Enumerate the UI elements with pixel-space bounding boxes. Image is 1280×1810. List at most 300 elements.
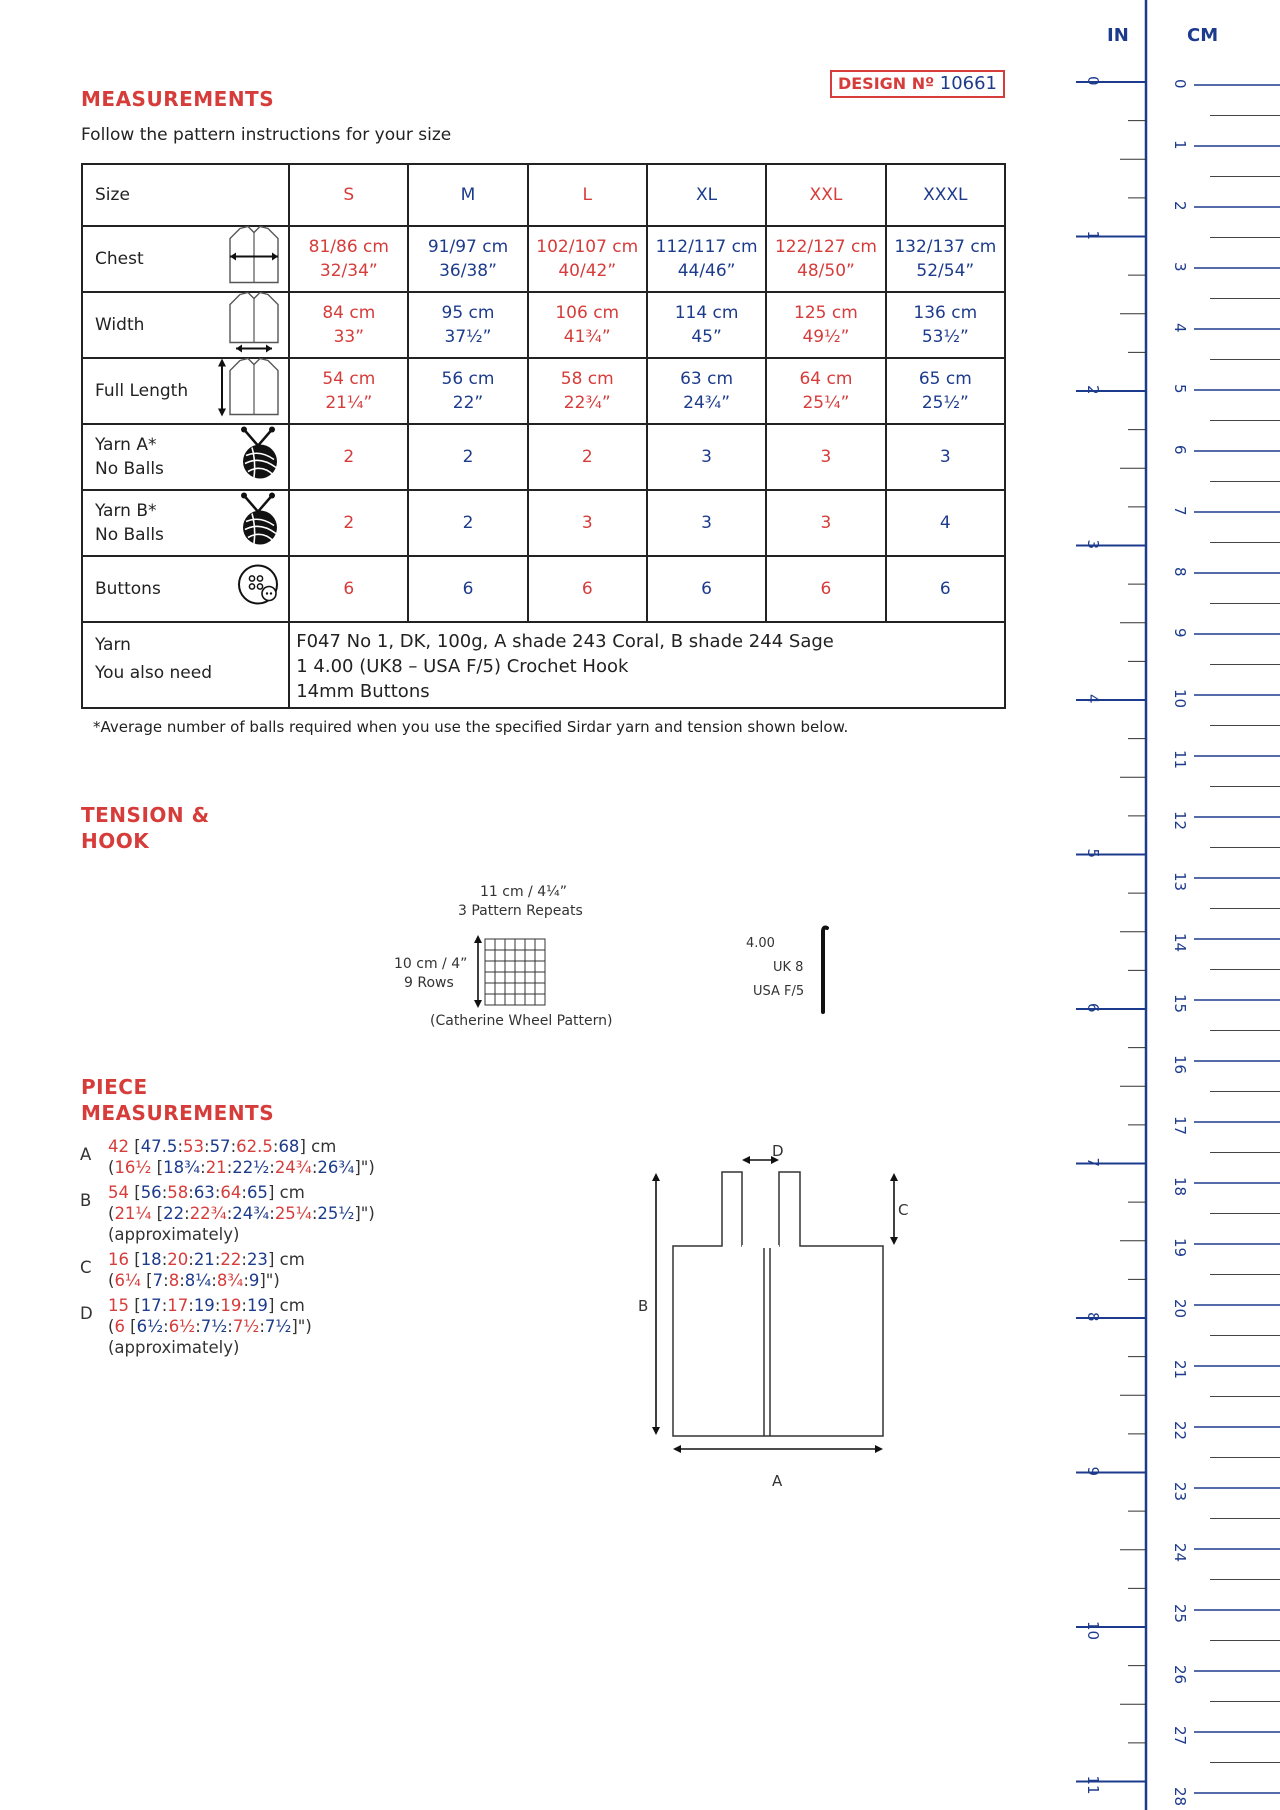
size-header: L (528, 164, 647, 226)
value-in: 32/34” (319, 261, 378, 281)
piece-value-segment: 6 (114, 1317, 125, 1336)
ruler-cm-number: 9 (1171, 628, 1189, 638)
piece-line1 (108, 1182, 438, 1203)
piece-value-segment: : (230, 1137, 237, 1156)
piece-heading (81, 1074, 274, 1126)
size-header: XL (647, 164, 766, 226)
buttons-value: 6 (408, 556, 527, 622)
piece-value-segment: ] cm (299, 1137, 337, 1156)
piece-value-segment: : (161, 1183, 168, 1202)
piece-value-segment: 6¼ (114, 1271, 141, 1290)
hook-size-diagram (740, 920, 840, 1020)
also-need-label: You also need (95, 663, 212, 683)
piece-value-segment: : (204, 1137, 210, 1156)
piece-value-segment: : (161, 1296, 168, 1315)
value-cm: 122/127 cm (774, 237, 877, 257)
ruler-cm-number: 6 (1171, 445, 1189, 455)
yarn-ball-icon (234, 492, 282, 555)
ruler-cm-number: 4 (1171, 323, 1189, 333)
piece-value-segment: 15 (108, 1296, 129, 1315)
value-cm: 84 cm (322, 303, 376, 323)
ruler-cm-number: 8 (1171, 567, 1189, 577)
ruler-inch-number: 8 (1084, 1312, 1102, 1322)
piece-value-segment: 25¼ (274, 1204, 312, 1223)
piece-value-segment: : (188, 1250, 194, 1269)
value-in: 45” (691, 327, 722, 347)
ruler-cm-number: 22 (1171, 1421, 1189, 1441)
measurements-heading: MEASUREMENTS (81, 87, 275, 111)
piece-value-segment: : (163, 1317, 169, 1336)
tension-repeats-text: 3 Pattern Repeats (458, 903, 583, 919)
ruler-inch-number: 9 (1084, 1466, 1102, 1477)
piece-value-segment: 21¼ (114, 1204, 152, 1223)
size-label-cell (82, 164, 289, 226)
ruler-inch-number: 1 (1084, 230, 1102, 241)
value-in: 21¼” (325, 393, 373, 413)
piece-value-segment: 6½ (168, 1317, 196, 1336)
yarn-requirements-row (82, 622, 1005, 708)
piece-value-segment: 8¾ (216, 1271, 244, 1290)
piece-value-segment: 24¾ (232, 1204, 270, 1223)
measurements-footnote: *Average number of balls required when you use the specified Sirdar yarn and tension shown below. (93, 718, 849, 736)
piece-value-segment: [ (129, 1183, 141, 1202)
piece-key: D (80, 1304, 93, 1323)
piece-value-segment: : (214, 1296, 221, 1315)
value-cm: 125 cm (794, 303, 858, 323)
ruler-cm-number: 27 (1171, 1726, 1189, 1746)
piece-value-segment: : (269, 1158, 275, 1177)
ruler-cm-number: 7 (1171, 506, 1189, 516)
piece-value-segment: : (269, 1204, 275, 1223)
ruler-inch-number: 4 (1084, 694, 1102, 704)
piece-key: B (80, 1191, 92, 1210)
value-in: 33” (333, 327, 365, 347)
ruler-cm-number: 3 (1171, 262, 1189, 272)
ruler-cm-label: CM (1187, 25, 1219, 46)
chest-label: Chest (95, 249, 144, 269)
value-in: 25½” (921, 393, 969, 413)
piece-value-segment: 21 (205, 1158, 227, 1177)
piece-value-segment: : (241, 1183, 247, 1202)
piece-value-segment: : (226, 1204, 233, 1223)
crochet-hook-icon (816, 924, 830, 1016)
piece-value-segment: ] cm (267, 1296, 305, 1315)
hook-size: 4.00 (746, 936, 775, 951)
value-cm: 63 cm (680, 369, 734, 389)
value-cm: 64 cm (799, 369, 853, 389)
design-number-box (830, 70, 1005, 98)
ruler-cm-number: 11 (1171, 750, 1189, 770)
value-in: 41¾” (563, 327, 611, 347)
ruler-scale (1070, 0, 1280, 1810)
piece-line1 (108, 1249, 438, 1270)
yarn-requirements-label-cell (82, 622, 289, 708)
piece-line2 (108, 1203, 438, 1224)
piece-value-segment: 64 (220, 1183, 242, 1202)
full-length-value-cell (766, 358, 885, 424)
width-value-cell (528, 292, 647, 358)
yarn-label: Yarn (95, 635, 131, 655)
piece-line2 (108, 1270, 438, 1291)
printing-check-ruler (1070, 0, 1280, 1810)
buttons-value: 6 (289, 556, 408, 622)
yarn-a-value: 2 (528, 424, 647, 490)
size-header: XXL (766, 164, 885, 226)
value-in: 49½” (802, 327, 850, 347)
value-cm: 106 cm (555, 303, 620, 323)
piece-value-segment: ]") (354, 1158, 375, 1177)
piece-value-segment: [ (124, 1317, 137, 1336)
value-in: 52/54” (916, 261, 975, 281)
size-header: M (408, 164, 527, 226)
piece-value-segment: : (184, 1204, 190, 1223)
piece-value-segment: 24¾ (274, 1158, 312, 1177)
piece-value-segment: 47.5 (140, 1137, 178, 1156)
yarn-b-value: 4 (886, 490, 1005, 556)
piece-value-segment: ( (108, 1271, 115, 1290)
design-number: 10661 (939, 73, 998, 94)
piece-value-segment: : (161, 1250, 168, 1269)
chest-value-cell (528, 226, 647, 292)
size-label: Size (95, 185, 130, 205)
piece-value-segment: : (272, 1137, 279, 1156)
piece-value-segment: : (177, 1137, 183, 1156)
ruler-cm-number: 18 (1171, 1177, 1189, 1197)
piece-value-segment: : (179, 1271, 185, 1290)
width-label: Width (95, 315, 145, 335)
full-length-value-cell (289, 358, 408, 424)
piece-value-segment: 18 (140, 1250, 162, 1269)
full-length-label: Full Length (95, 381, 189, 401)
ruler-cm-number: 20 (1171, 1299, 1189, 1319)
piece-value-segment: 16½ (114, 1158, 152, 1177)
value-cm: 91/97 cm (427, 237, 509, 257)
value-in: 24¾” (683, 393, 731, 413)
piece-heading-line2: MEASUREMENTS (81, 1101, 275, 1125)
piece-measurement-item (78, 1136, 438, 1178)
ruler-cm-number: 26 (1171, 1665, 1189, 1685)
piece-value-segment: : (227, 1317, 233, 1336)
size-header: XXXL (886, 164, 1005, 226)
value-in: 40/42” (558, 261, 617, 281)
width-value-cell (289, 292, 408, 358)
tension-pattern-text: (Catherine Wheel Pattern) (430, 1013, 613, 1029)
yarn-b-label-line2: No Balls (95, 525, 164, 545)
tension-height-text: 10 cm / 4” (394, 956, 468, 972)
ruler-cm-number: 12 (1171, 811, 1189, 831)
piece-value-segment: 7½ (264, 1317, 292, 1336)
ruler-inch-number: 7 (1084, 1157, 1102, 1168)
yarn-a-value: 3 (766, 424, 885, 490)
value-cm: 54 cm (322, 369, 376, 389)
piece-value-segment: 54 (108, 1183, 129, 1202)
piece-value-segment: 58 (167, 1183, 189, 1202)
yarn-a-label-line1: Yarn A* (95, 435, 157, 455)
chest-value-cell (647, 226, 766, 292)
ruler-cm-number: 1 (1171, 140, 1189, 150)
piece-value-segment: : (214, 1183, 221, 1202)
yarn-b-label (95, 499, 164, 547)
ruler-cm-number: 19 (1171, 1238, 1189, 1258)
full-length-value-cell (647, 358, 766, 424)
piece-line2 (108, 1157, 438, 1178)
piece-value-segment: 42 (108, 1137, 129, 1156)
full-length-value-cell (408, 358, 527, 424)
piece-value-segment: 65 (246, 1183, 268, 1202)
yarn-a-label (95, 433, 164, 481)
piece-heading-line1: PIECE (81, 1075, 148, 1099)
piece-value-segment: : (214, 1250, 221, 1269)
chest-label-cell (82, 226, 289, 292)
piece-line2 (108, 1316, 438, 1337)
chest-value-cell (766, 226, 885, 292)
ruler-cm-number: 0 (1171, 79, 1189, 89)
piece-value-segment: 57 (209, 1137, 231, 1156)
piece-value-segment: : (200, 1158, 206, 1177)
piece-value-segment: 22 (163, 1204, 185, 1223)
buttons-label-cell (82, 556, 289, 622)
piece-value-segment: : (188, 1296, 194, 1315)
tension-heading-line1: TENSION & (81, 803, 210, 827)
piece-value-segment: : (243, 1271, 249, 1290)
value-cm: 65 cm (918, 369, 972, 389)
size-row (82, 164, 1005, 226)
piece-measurements-list (78, 1136, 438, 1362)
yarn-a-label-cell (82, 424, 289, 490)
yarn-a-value: 3 (886, 424, 1005, 490)
buttons-value: 6 (766, 556, 885, 622)
yarn-a-value: 2 (408, 424, 527, 490)
diagram-label-a: A (772, 1472, 783, 1490)
width-row (82, 292, 1005, 358)
ruler-cm-number: 28 (1171, 1787, 1189, 1807)
piece-value-segment: 19 (246, 1296, 268, 1315)
piece-value-segment: 7½ (232, 1317, 260, 1336)
value-in: 37½” (444, 327, 492, 347)
yarn-b-label-line1: Yarn B* (95, 501, 157, 521)
value-cm: 102/107 cm (536, 237, 639, 257)
value-in: 48/50” (797, 261, 855, 281)
piece-value-segment: : (241, 1296, 247, 1315)
value-cm: 132/137 cm (894, 237, 997, 257)
piece-key: A (80, 1145, 92, 1164)
yarn-b-row (82, 490, 1005, 556)
piece-value-segment: : (241, 1250, 247, 1269)
piece-value-segment: ( (108, 1317, 115, 1336)
button-icon (236, 563, 282, 616)
value-cm: 136 cm (913, 303, 978, 323)
ruler-inch-number: 2 (1084, 385, 1102, 395)
value-in: 53½” (921, 327, 969, 347)
design-label: DESIGN Nº (837, 74, 935, 93)
width-value-cell (647, 292, 766, 358)
piece-value-segment: 18¾ (163, 1158, 201, 1177)
chest-value-cell (289, 226, 408, 292)
value-cm: 81/86 cm (308, 237, 389, 257)
width-garment-icon (226, 291, 282, 360)
piece-value-segment: ( (108, 1204, 115, 1223)
piece-value-segment: ]") (354, 1204, 375, 1223)
buttons-label: Buttons (95, 579, 161, 599)
piece-value-segment: ]") (291, 1317, 312, 1336)
width-value-cell (766, 292, 885, 358)
piece-value-segment: 53 (183, 1137, 204, 1156)
piece-measurement-item (78, 1295, 438, 1358)
full-length-row (82, 358, 1005, 424)
piece-value-segment: : (188, 1183, 194, 1202)
piece-value-segment: 20 (167, 1250, 189, 1269)
ruler-cm-number: 17 (1171, 1116, 1189, 1136)
piece-value-segment: 68 (278, 1137, 300, 1156)
piece-value-segment: : (311, 1204, 318, 1223)
piece-value-segment: ( (108, 1158, 115, 1177)
width-value-cell (408, 292, 527, 358)
tension-heading-line2: HOOK (81, 829, 150, 853)
piece-value-segment: ] cm (267, 1183, 305, 1202)
piece-value-segment: : (259, 1317, 265, 1336)
width-label-cell (82, 292, 289, 358)
piece-value-segment: 7½ (200, 1317, 228, 1336)
value-cm: 114 cm (674, 303, 739, 323)
piece-value-segment: [ (129, 1250, 141, 1269)
ruler-cm-number: 23 (1171, 1482, 1189, 1502)
piece-value-segment: : (311, 1158, 318, 1177)
piece-value-segment: 17 (140, 1296, 162, 1315)
piece-value-segment: [ (151, 1158, 164, 1177)
yarn-ball-icon (234, 426, 282, 489)
piece-value-segment: : (226, 1158, 233, 1177)
piece-value-segment: 19 (220, 1296, 242, 1315)
value-in: 25¼” (802, 393, 850, 413)
buttons-value: 6 (528, 556, 647, 622)
full-length-value-cell (528, 358, 647, 424)
piece-measurement-item (78, 1249, 438, 1291)
ruler-inch-number: 0 (1084, 76, 1102, 86)
value-cm: 58 cm (560, 369, 614, 389)
hook-requirement: 1 4.00 (UK8 – USA F/5) Crochet Hook (296, 656, 629, 677)
ruler-inch-number: 3 (1084, 539, 1102, 550)
ruler-inch-number: 11 (1084, 1775, 1102, 1795)
tension-swatch-diagram (380, 880, 640, 1040)
ruler-cm-number: 16 (1171, 1055, 1189, 1075)
piece-value-segment: 25½ (317, 1204, 355, 1223)
ruler-cm-number: 13 (1171, 872, 1189, 892)
buttons-value: 6 (647, 556, 766, 622)
piece-value-segment: : (195, 1317, 201, 1336)
chest-value-cell (886, 226, 1005, 292)
piece-value-segment: : (163, 1271, 169, 1290)
ruler-cm-number: 25 (1171, 1604, 1189, 1624)
piece-note: (approximately) (108, 1338, 240, 1357)
chest-row (82, 226, 1005, 292)
piece-value-segment: 9 (248, 1271, 260, 1290)
piece-value-segment: : (211, 1271, 217, 1290)
size-header: S (289, 164, 408, 226)
piece-value-segment: 56 (140, 1183, 162, 1202)
swatch-grid (470, 934, 550, 1010)
piece-schematic (630, 1140, 910, 1470)
piece-value-segment: 6½ (136, 1317, 164, 1336)
yarn-b-label-cell (82, 490, 289, 556)
piece-value-segment: ]") (259, 1271, 280, 1290)
chest-value-cell (408, 226, 527, 292)
piece-value-segment: [ (151, 1204, 164, 1223)
yarn-b-value: 2 (289, 490, 408, 556)
hook-usa: USA F/5 (753, 984, 805, 999)
ruler-cm-number: 2 (1171, 201, 1189, 211)
piece-value-segment: [ (129, 1296, 141, 1315)
measurements-table (81, 163, 1006, 709)
full-length-label-cell (82, 358, 289, 424)
buttons-row (82, 556, 1005, 622)
yarn-b-value: 3 (528, 490, 647, 556)
yarn-a-row (82, 424, 1005, 490)
piece-value-segment: 62.5 (236, 1137, 273, 1156)
piece-value-segment: 22½ (232, 1158, 270, 1177)
diagram-label-b: B (638, 1297, 649, 1315)
ruler-cm-number: 5 (1171, 384, 1189, 394)
yarn-a-value: 2 (289, 424, 408, 490)
ruler-inch-number: 6 (1084, 1003, 1102, 1013)
piece-value-segment: 26¾ (317, 1158, 355, 1177)
ruler-cm-number: 24 (1171, 1543, 1189, 1563)
piece-note: (approximately) (108, 1225, 240, 1244)
value-in: 22” (452, 393, 484, 413)
ruler-cm-number: 14 (1171, 933, 1189, 953)
ruler-cm-number: 21 (1171, 1360, 1189, 1380)
piece-value-segment: 22¾ (189, 1204, 227, 1223)
ruler-in-label: IN (1107, 25, 1129, 46)
length-garment-icon (216, 357, 282, 426)
yarn-b-value: 3 (647, 490, 766, 556)
ruler-cm-number: 15 (1171, 994, 1189, 1014)
piece-value-segment: 23 (246, 1250, 268, 1269)
width-value-cell (886, 292, 1005, 358)
piece-value-segment: 63 (193, 1183, 215, 1202)
piece-key: C (80, 1258, 92, 1277)
chest-garment-icon (226, 225, 282, 294)
value-in: 36/38” (439, 261, 497, 281)
piece-value-segment: [ (129, 1137, 141, 1156)
yarn-requirements-value-cell (289, 622, 1005, 708)
piece-value-segment: 16 (108, 1250, 129, 1269)
value-cm: 95 cm (441, 303, 495, 323)
yarn-b-value: 2 (408, 490, 527, 556)
piece-value-segment: 22 (220, 1250, 242, 1269)
piece-measurement-item (78, 1182, 438, 1245)
piece-value-segment: ] cm (267, 1250, 305, 1269)
tension-heading (81, 802, 210, 854)
value-in: 22¾” (563, 393, 611, 413)
piece-diagram (630, 1140, 910, 1490)
ruler-inch-number: 5 (1084, 848, 1102, 859)
hook-uk: UK 8 (773, 960, 804, 975)
diagram-label-d: D (772, 1142, 784, 1160)
buttons-requirement: 14mm Buttons (296, 681, 430, 702)
yarn-a-value: 3 (647, 424, 766, 490)
value-cm: 56 cm (441, 369, 495, 389)
piece-value-segment: [ (140, 1271, 153, 1290)
tension-rows-text: 9 Rows (404, 975, 454, 991)
piece-value-segment: 19 (193, 1296, 215, 1315)
yarn-b-value: 3 (766, 490, 885, 556)
piece-value-segment: 17 (167, 1296, 189, 1315)
piece-value-segment: 8 (168, 1271, 180, 1290)
piece-value-segment: 7 (152, 1271, 164, 1290)
yarn-value: F047 No 1, DK, 100g, A shade 243 Coral, B shade 244 Sage (296, 631, 834, 652)
ruler-cm-number: 10 (1171, 689, 1189, 709)
measurements-subtitle: Follow the pattern instructions for your size (81, 125, 452, 145)
